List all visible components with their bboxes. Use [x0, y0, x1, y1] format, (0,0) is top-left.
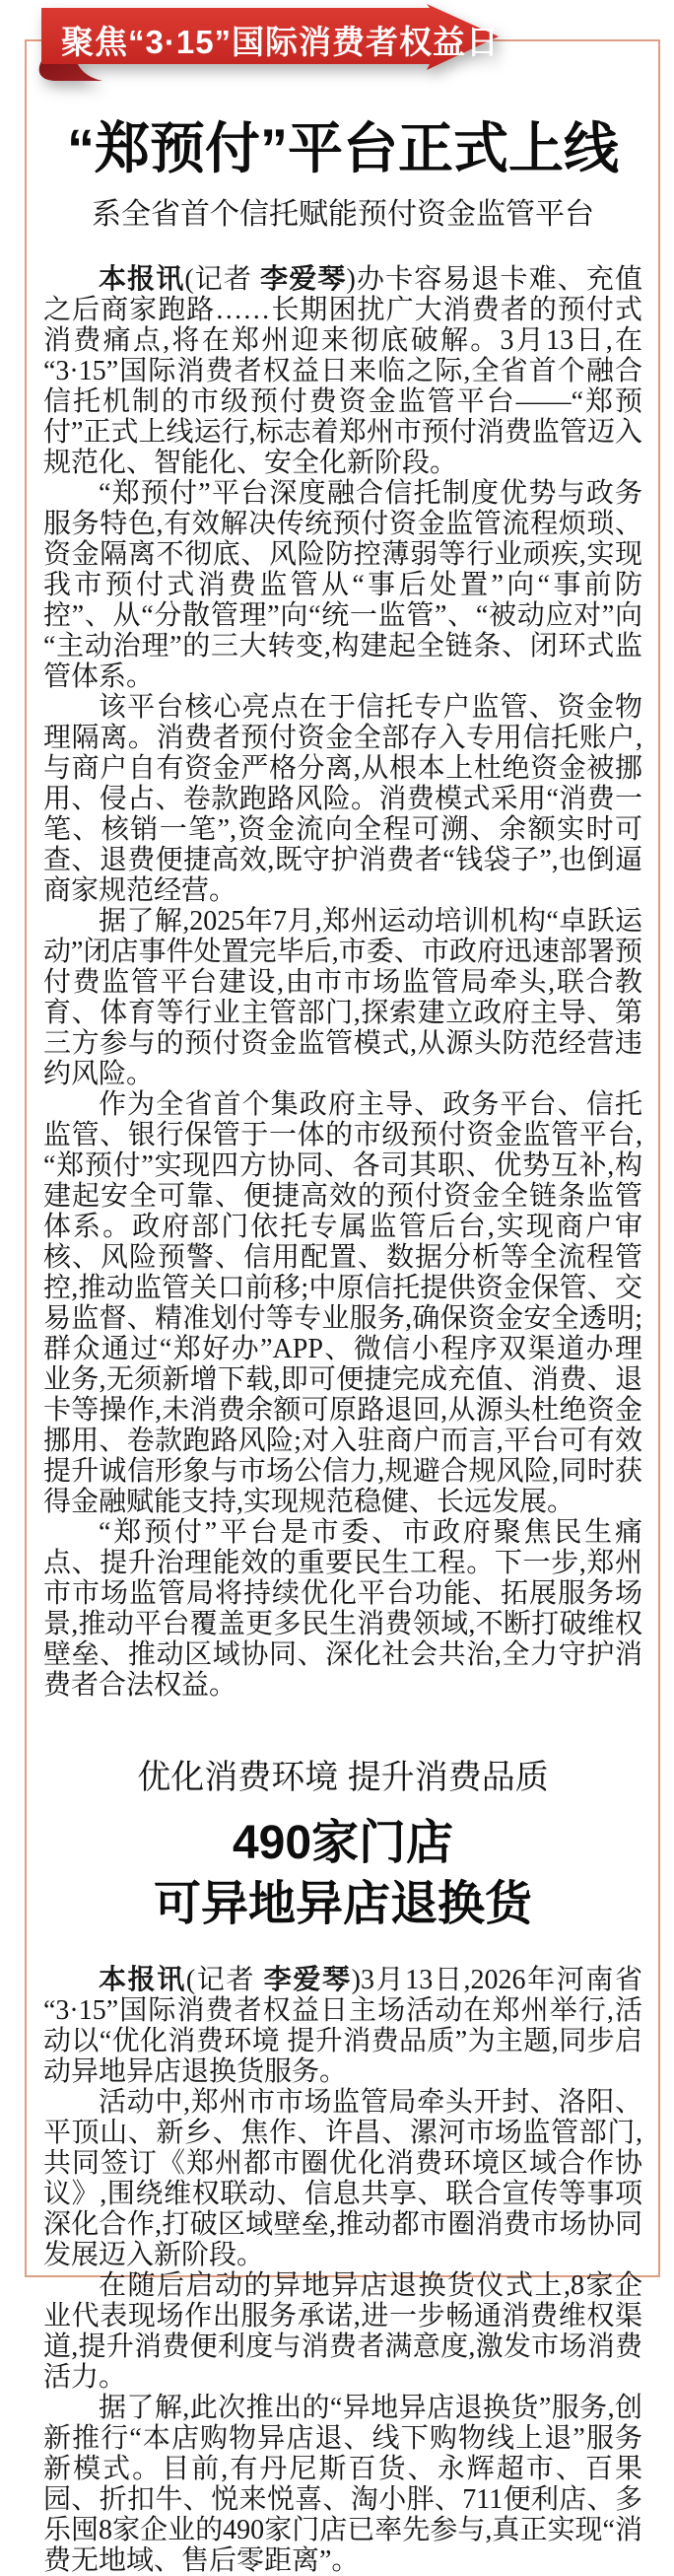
byline-post: ) — [346, 264, 356, 295]
article2-lead-text: 3月13日,2026年河南省“3·15”国际消费者权益日主场活动在郑州举行,活动以“优化消费环境 提升消费品质”为主题,同步启动异地异店退换货服务。 — [43, 1965, 642, 2087]
article1-paragraph: “郑预付”平台深度融合信托制度优势与政务服务特色,有效解决传统预付资金监管流程烦琐、资金隔离不彻底、风险防控薄弱等行业顽疾,实现我市预付式消费监管从“事后处置”向“事前防控”、从“分散管理”向“统一监管”、“被动应对”向“主动治理”的三大转变,构建起全链条、闭环式监管体系。 — [43, 478, 642, 692]
byline-tag: 本报讯 — [99, 1965, 186, 1995]
article2-paragraph: 据了解,此次推出的“异地异店退换货”服务,创新推行“本店购物异店退、线下购物线上退”服务新模式。目前,有丹尼斯百货、永辉超市、百果园、折扣牛、悦来悦喜、淘小胖、711便利店、多乐囤8家企业的490家门店已率先参与,真正实现“消费无地域、售后零距离”。 — [43, 2393, 642, 2576]
article1-paragraph: 作为全省首个集政府主导、政务平台、信托监管、银行保管于一体的市级预付资金监管平台,“郑预付”实现四方协同、各司其职、优势互补,构建起安全可靠、便捷高效的预付资金全链条监管体系。政府部门依托专属监管后台,实现商户审核、风险预警、信用配置、数据分析等全流程管控,推动监管关口前移;中原信托提供资金保管、交易监督、精准划付等专业服务,确保资金安全透明;群众通过“郑好办”APP、微信小程序双渠道办理业务,无须新增下载,即可便捷完成充值、消费、退卡等操作,未消费余额可原路退回,从源头杜绝资金挪用、卷款跑路风险;对入驻商户而言,平台可有效提升诚信形象与市场公信力,规避合规风险,同时获得金融赋能支持,实现规范稳健、长远发展。 — [43, 1089, 642, 1517]
article2-kicker: 优化消费环境 提升消费品质 — [137, 1759, 549, 1796]
article2-paragraph: 活动中,郑州市市场监管局牵头开封、洛阳、平顶山、新乡、焦作、许昌、漯河市场监管部门,共同签订《郑州都市圈优化消费环境区域合作协议》,围绕维权联动、信息共享、联合宣传等事项深化合作,打破区域壁垒,推动都市圈消费市场协同发展迈入新阶段。 — [43, 2087, 642, 2270]
article2-title-line1: 490家门店 — [232, 1817, 454, 1869]
article1-body — [43, 264, 642, 1701]
byline-reporter: 李爱琴 — [263, 1965, 352, 1995]
article1-paragraph: “郑预付”平台是市委、市政府聚焦民生痛点、提升治理能效的重要民生工程。下一步,郑州市市场监管局将持续优化平台功能、拓展服务场景,推动平台覆盖更多民生消费领域,不断打破维权壁垒、推动区域协同、深化社会共治,全力守护消费者合法权益。 — [43, 1517, 642, 1701]
article1-lead-paragraph — [43, 264, 642, 478]
article1-paragraph: 据了解,2025年7月,郑州运动培训机构“卓跃运动”闭店事件处置完毕后,市委、市政府迅速部署预付费监管平台建设,由市市场监管局牵头,联合教育、体育等行业主管部门,探索建立政府主导、第三方参与的预付资金监管模式,从源头防范经营违约风险。 — [43, 906, 642, 1089]
byline-pre: (记者 — [184, 264, 261, 295]
byline-post: ) — [351, 1965, 361, 1995]
byline-tag: 本报讯 — [99, 264, 185, 295]
article1-lead-text: 办卡容易退卡难、充值之后商家跑路……长期困扰广大消费者的预付式消费痛点,将在郑州迎来彻底破解。3月13日,在“3·15”国际消费者权益日来临之际,全省首个融合信托机制的市级预付费资金监管平台——“郑预付”正式上线运行,标志着郑州市预付消费监管迈入规范化、智能化、安全化新阶段。 — [43, 264, 642, 478]
article-frame — [25, 39, 660, 2576]
article1-paragraph: 该平台核心亮点在于信托专户监管、资金物理隔离。消费者预付资金全部存入专用信托账户,与商户自有资金严格分离,从根本上杜绝资金被挪用、侵占、卷款跑路风险。消费模式采用“消费一笔、核销一笔”,资金流向全程可溯、余额实时可查、退费便捷高效,既守护消费者“钱袋子”,也倒逼商家规范经营。 — [43, 692, 642, 906]
byline-reporter: 李爱琴 — [260, 264, 347, 295]
article1-title: “郑预付”平台正式上线 — [67, 117, 619, 179]
article2-title-line2: 可异地异店退换货 — [153, 1878, 532, 1930]
byline-pre: (记者 — [185, 1965, 264, 1995]
article2-body — [43, 1965, 642, 2576]
article-zhengyufu — [43, 116, 642, 1701]
article1-subtitle: 系全省首个信托赋能预付资金监管平台 — [92, 198, 594, 231]
article-490-stores — [43, 1756, 642, 2576]
focus-ribbon — [32, 4, 508, 91]
ribbon-label: 聚焦“3·15”国际消费者权益日 — [61, 24, 501, 60]
article2-paragraph: 在随后启动的异地异店退换货仪式上,8家企业代表现场作出服务承诺,进一步畅通消费维权渠道,提升消费便利度与消费者满意度,激发市场消费活力。 — [43, 2270, 642, 2393]
article2-title — [43, 1813, 642, 1935]
article2-lead-paragraph — [43, 1965, 642, 2087]
